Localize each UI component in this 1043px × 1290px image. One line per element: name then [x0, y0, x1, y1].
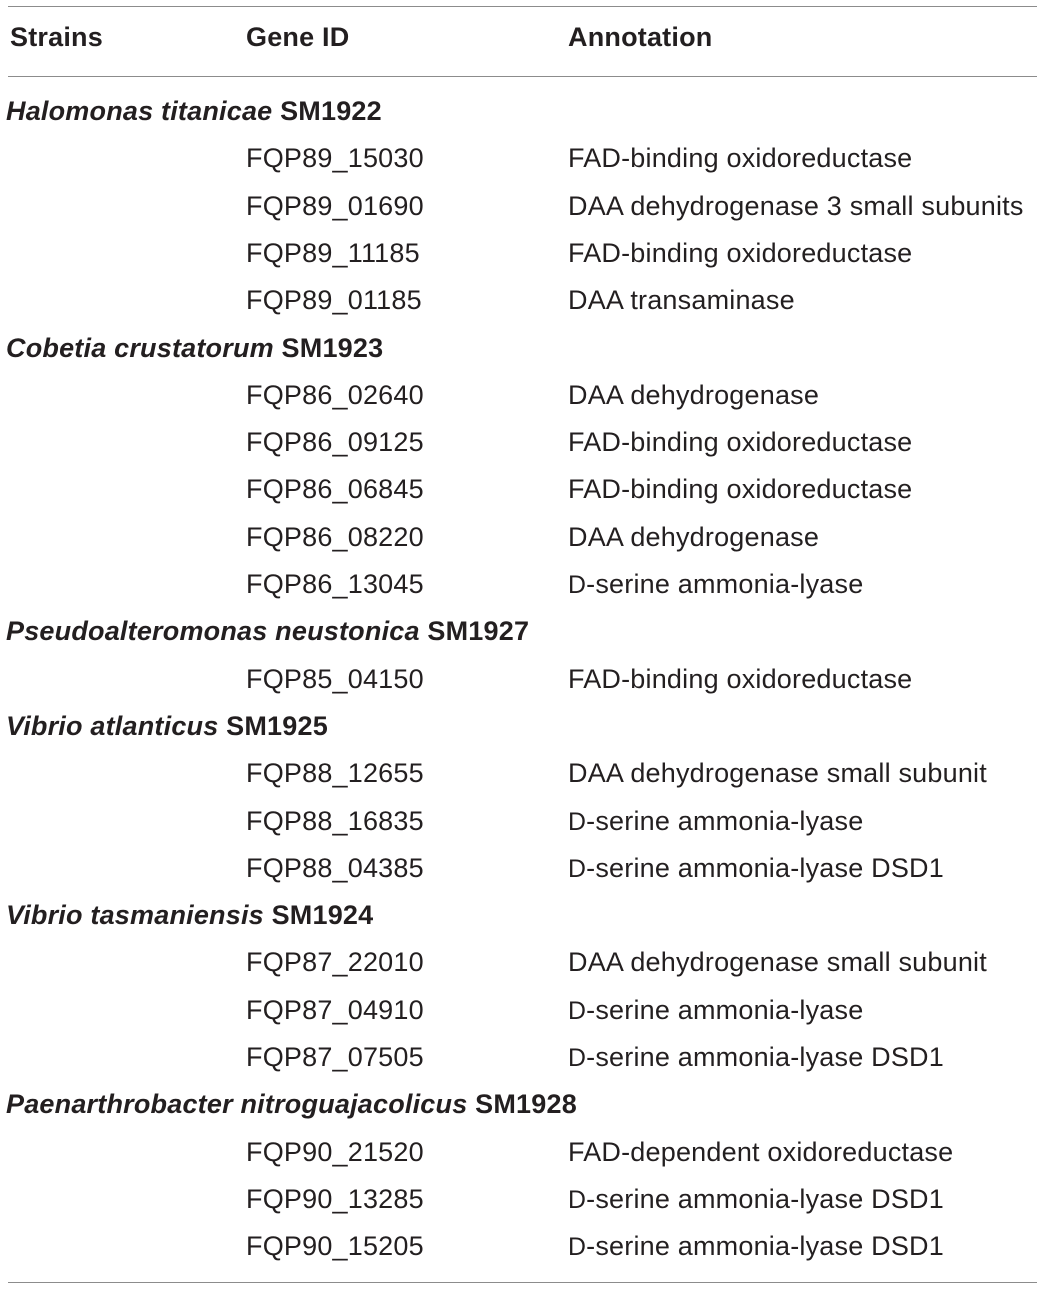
- table-row: [0, 995, 1043, 1042]
- annotation-cell: [568, 758, 987, 789]
- header-strains: Strains: [10, 22, 103, 52]
- table-row: [0, 522, 1043, 569]
- table-header: [0, 22, 1043, 62]
- strain-name: [6, 616, 529, 647]
- annotation-text: FAD-binding oxidoreductase: [568, 427, 913, 458]
- annotation-cell: [568, 1042, 944, 1073]
- annotation-text: -serine ammonia-lyase: [586, 994, 864, 1025]
- gene-id-cell: FQP86_09125: [246, 427, 424, 458]
- annotation-text: DAA dehydrogenase small subunit: [568, 947, 987, 978]
- strain-code: SM1922: [280, 96, 382, 126]
- annotation-text: DAA dehydrogenase 3 small subunits: [568, 190, 1024, 221]
- header-rule: [8, 76, 1037, 77]
- gene-id-cell: FQP89_01690: [246, 190, 424, 221]
- strain-code: SM1928: [475, 1089, 577, 1120]
- annotation-cell: [568, 806, 863, 837]
- strain-code: SM1925: [226, 710, 328, 741]
- annotation-cell: [568, 474, 912, 505]
- strain-name: [6, 900, 373, 931]
- header-gene-id: Gene ID: [246, 22, 350, 52]
- annotation-text: DAA transaminase: [568, 285, 795, 316]
- strain-species: Vibrio tasmaniensis: [6, 900, 264, 931]
- annotation-prefix: D: [568, 1234, 587, 1262]
- table-row: [0, 285, 1043, 332]
- annotation-cell: [568, 947, 987, 978]
- strain-name: [6, 711, 328, 742]
- strain-code: SM1924: [271, 900, 374, 931]
- annotation-cell: [568, 191, 1024, 222]
- table-row: [0, 474, 1043, 521]
- annotation-cell: [568, 238, 912, 269]
- annotation-text: FAD-binding oxidoreductase: [568, 474, 913, 505]
- gene-id-cell: FQP87_07505: [246, 1042, 424, 1072]
- annotation-text: FAD-binding oxidoreductase: [568, 663, 913, 694]
- strain-row: [0, 96, 1043, 143]
- table-row: [0, 569, 1043, 616]
- table-row: [0, 427, 1043, 474]
- strain-species: Paenarthrobacter nitroguajacolicus: [6, 1089, 468, 1120]
- table-row: [0, 664, 1043, 711]
- gene-id-cell: FQP88_04385: [246, 852, 424, 883]
- annotation-text: FAD-binding oxidoreductase: [568, 237, 913, 268]
- annotation-text: -serine ammonia-lyase: [586, 569, 864, 599]
- annotation-text: DAA dehydrogenase small subunit: [568, 758, 987, 789]
- strain-code: SM1923: [281, 332, 384, 363]
- table-row: [0, 143, 1043, 190]
- table-row: [0, 191, 1043, 238]
- annotation-prefix: D: [568, 808, 587, 836]
- annotation-text: -serine ammonia-lyase DSD1: [586, 852, 944, 883]
- annotation-cell: [568, 853, 944, 884]
- annotation-prefix: D: [568, 1186, 587, 1214]
- annotation-prefix: D: [568, 1045, 587, 1072]
- annotation-cell: [568, 380, 819, 411]
- annotation-prefix: D: [568, 855, 587, 883]
- table-row: [0, 380, 1043, 427]
- table-row: [0, 806, 1043, 853]
- gene-id-cell: FQP89_01185: [246, 285, 422, 316]
- gene-id-cell: FQP86_08220: [246, 521, 424, 552]
- annotation-text: FAD-binding oxidoreductase: [568, 143, 913, 174]
- table-row: [0, 947, 1043, 994]
- strain-species: Pseudoalteromonas neustonica: [6, 616, 420, 647]
- strain-name: [6, 96, 382, 127]
- strain-row: [0, 900, 1043, 947]
- table-row: [0, 238, 1043, 285]
- gene-id-cell: FQP86_02640: [246, 379, 424, 410]
- gene-id-cell: FQP90_21520: [246, 1136, 424, 1167]
- bottom-rule: [8, 1282, 1037, 1283]
- annotation-cell: [568, 1137, 953, 1168]
- annotation-text: -serine ammonia-lyase: [586, 805, 864, 836]
- header-annotation: Annotation: [568, 22, 713, 52]
- strain-species: Halomonas titanicae: [6, 96, 273, 126]
- annotation-cell: [568, 664, 912, 695]
- strain-row: [0, 1089, 1043, 1136]
- table-row: [0, 1137, 1043, 1184]
- gene-id-cell: FQP90_13285: [246, 1183, 424, 1214]
- annotation-text: DAA dehydrogenase: [568, 379, 820, 410]
- annotation-cell: [568, 1184, 944, 1215]
- annotation-text: -serine ammonia-lyase DSD1: [586, 1042, 944, 1072]
- gene-id-cell: FQP86_06845: [246, 474, 424, 505]
- table-row: [0, 1042, 1043, 1089]
- annotation-cell: [568, 285, 795, 316]
- strain-species: Cobetia crustatorum: [6, 332, 274, 363]
- strain-species: Vibrio atlanticus: [6, 710, 219, 741]
- annotation-text: -serine ammonia-lyase DSD1: [586, 1231, 944, 1262]
- annotation-cell: [568, 143, 912, 174]
- annotation-cell: [568, 569, 863, 600]
- annotation-text: DAA dehydrogenase: [568, 521, 820, 552]
- gene-id-cell: FQP85_04150: [246, 663, 424, 694]
- gene-id-cell: FQP89_11185: [246, 237, 420, 268]
- strain-code: SM1927: [427, 616, 530, 647]
- annotation-prefix: D: [568, 997, 587, 1025]
- annotation-text: FAD-dependent oxidoreductase: [568, 1136, 954, 1167]
- gene-id-cell: FQP90_15205: [246, 1231, 424, 1262]
- gene-id-cell: FQP87_22010: [246, 947, 424, 978]
- strain-row: [0, 333, 1043, 380]
- annotation-text: -serine ammonia-lyase DSD1: [586, 1183, 944, 1214]
- gene-id-cell: FQP88_16835: [246, 805, 424, 836]
- annotation-cell: [568, 522, 819, 553]
- strain-name: [6, 1089, 577, 1120]
- annotation-prefix: D: [568, 572, 587, 599]
- strain-row: [0, 616, 1043, 663]
- table-row: [0, 1231, 1043, 1278]
- strain-name: [6, 333, 383, 364]
- table-row: [0, 758, 1043, 805]
- annotation-cell: [568, 995, 863, 1026]
- annotation-cell: [568, 1231, 944, 1262]
- gene-id-cell: FQP88_12655: [246, 758, 424, 789]
- table-row: [0, 1184, 1043, 1231]
- gene-id-cell: FQP86_13045: [246, 569, 424, 599]
- table-row: [0, 853, 1043, 900]
- gene-id-cell: FQP89_15030: [246, 143, 424, 174]
- annotation-cell: [568, 427, 912, 458]
- gene-id-cell: FQP87_04910: [246, 994, 424, 1025]
- top-rule: [8, 6, 1037, 7]
- strain-row: [0, 711, 1043, 758]
